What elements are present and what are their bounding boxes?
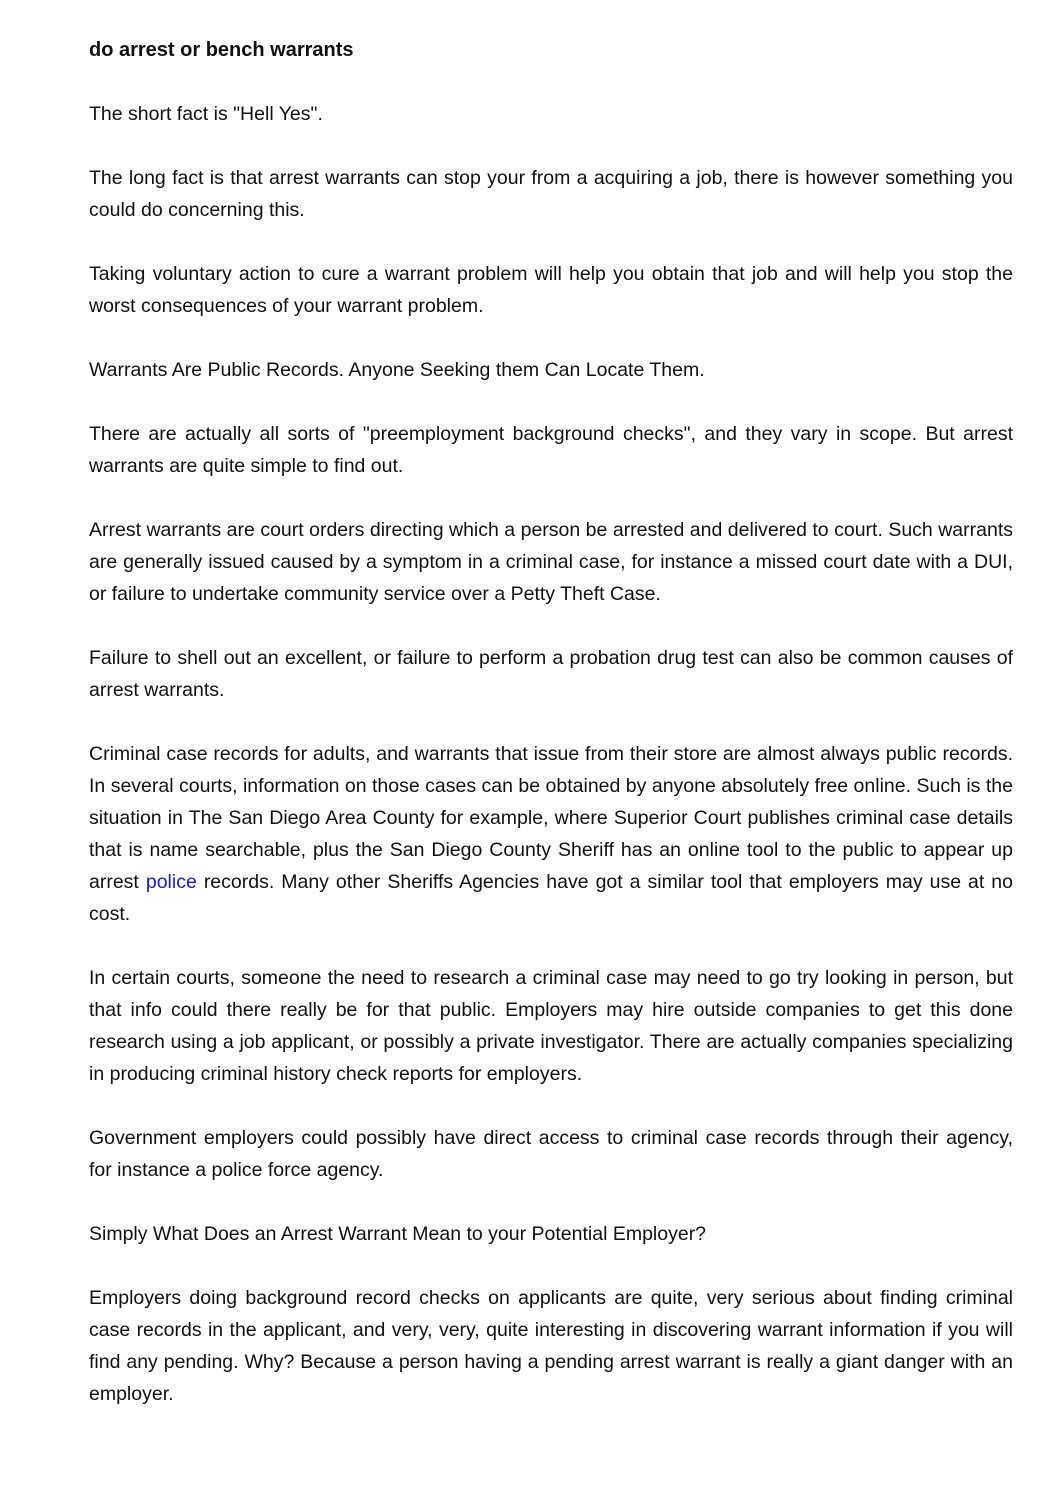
- paragraph: The long fact is that arrest warrants can stop your from a acquiring a job, there is however something you could do concerning this.: [89, 167, 1013, 221]
- police-link[interactable]: police: [145, 871, 197, 893]
- paragraph: Employers doing background record checks on applicants are quite, very serious about finding criminal case records in the applicant, and very, very, quite interesting in discovering warrant information if you will find any pending. Why? Because a person having a pending arrest warrant is really a giant danger with an employer.: [89, 1287, 1013, 1405]
- paragraph-text: records. Many other Sheriffs Agencies have got a similar tool that employers may use at no cost.: [89, 871, 1014, 925]
- paragraph: The short fact is "Hell Yes".: [89, 103, 323, 125]
- paragraph: There are actually all sorts of "preemployment background checks", and they vary in scope. But arrest warrants are quite simple to find out.: [89, 423, 1013, 477]
- paragraph: Simply What Does an Arrest Warrant Mean to your Potential Employer?: [89, 1223, 707, 1245]
- paragraph-with-link: [89, 738, 1013, 930]
- paragraph: Warrants Are Public Records. Anyone Seeking them Can Locate Them.: [89, 359, 705, 381]
- paragraph: Arrest warrants are court orders directing which a person be arrested and delivered to court. Such warrants are generally issued caused by a symptom in a criminal case, for instance a missed court date with a DUI, or failure to undertake community service over a Petty Theft Case.: [89, 519, 1013, 605]
- paragraph: In certain courts, someone the need to research a criminal case may need to go try looking in person, but that info could there really be for that public. Employers may hire outside companies to get this done research using a job applicant, or possibly a private investigator. There are actually companies specializing in producing criminal history check reports for employers.: [89, 967, 1013, 1085]
- document-title: do arrest or bench warrants: [89, 39, 354, 61]
- paragraph: Failure to shell out an excellent, or failure to perform a probation drug test can also be common causes of arrest warrants.: [89, 647, 1013, 701]
- paragraph-text: Criminal case records for adults, and warrants that issue from their store are almost always public records. In several courts, information on those cases can be obtained by anyone absolutely free online. Such is the situation in The San Diego Area County for example, where Superior Court publishes criminal case details that is name searchable, plus the San Diego County Sheriff has an online tool to the public to appear up arrest: [89, 743, 1013, 893]
- paragraph: Government employers could possibly have direct access to criminal case records through their agency, for instance a police force agency.: [89, 1127, 1013, 1181]
- document-page: [89, 34, 1013, 1410]
- paragraph: Taking voluntary action to cure a warrant problem will help you obtain that job and will help you stop the worst consequences of your warrant problem.: [89, 263, 1013, 317]
